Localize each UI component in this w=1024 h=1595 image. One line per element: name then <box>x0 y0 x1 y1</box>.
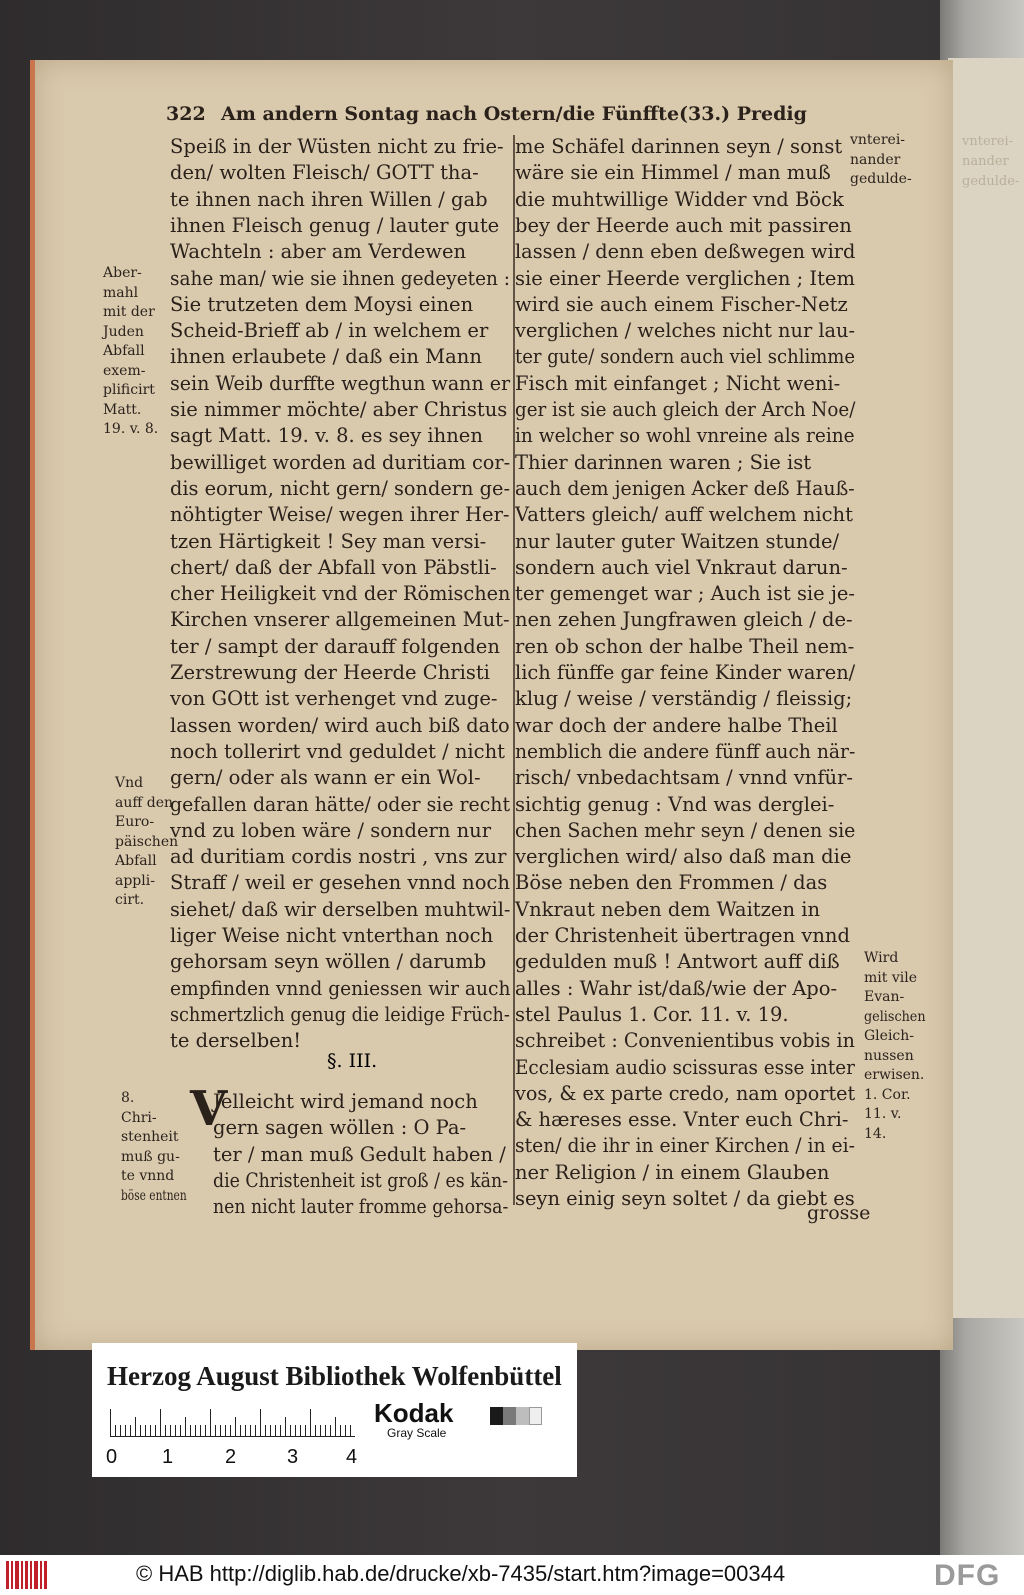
text-line: sie einer Heerde verglichen ; Item <box>515 266 855 290</box>
catchword: grosse <box>807 1202 871 1224</box>
margin-line: päischen <box>115 833 179 850</box>
bleed-through-text: gedulde- <box>962 174 1020 189</box>
next-page-edge <box>948 58 1024 1318</box>
margin-line: plificirt <box>103 382 155 398</box>
text-line: schmertzlich genug die leidige Früch- <box>170 1002 510 1026</box>
text-line: liger Weise nicht vnterthan noch <box>170 924 494 947</box>
text-line: der Christenheit übertragen vnnd <box>515 924 850 947</box>
text-line: stel Paulus 1. Cor. 11. v. 19. <box>515 1002 789 1026</box>
margin-line: Abfall <box>103 343 145 359</box>
measurement-ruler <box>110 1405 365 1437</box>
margin-line: muß gu- <box>121 1148 180 1165</box>
text-line: Vnkraut neben dem Waitzen in <box>515 897 821 921</box>
text-line: lassen worden/ wird auch biß dato <box>170 713 510 737</box>
text-line: Kirchen vnserer allgemeinen Mut- <box>170 608 510 632</box>
text-line: ger ist sie auch gleich der Arch Noe/ <box>515 398 856 421</box>
text-line: gehorsam seyn wöllen / darumb <box>170 950 487 974</box>
margin-line: mit der <box>103 304 155 320</box>
text-line: Wachteln : aber am Verdewen <box>170 240 467 264</box>
text-line: war doch der andere halbe Theil <box>515 713 838 737</box>
text-line: te ihnen nach ihren Willen / gab <box>170 187 488 211</box>
text-line: verglichen / welches nicht nur lau- <box>515 319 856 343</box>
margin-line: Juden <box>103 323 144 340</box>
text-line: nur lauter guter Waitzen stunde/ <box>515 529 840 553</box>
text-line: ihnen Fleisch genug / lauter gute <box>170 213 500 237</box>
text-line: dis eorum, nicht gern/ sondern ge- <box>170 476 510 500</box>
text-line: schreibet : Convenientibus vobis in <box>515 1029 855 1053</box>
text-line: sagt Matt. 19. v. 8. es sey ihnen <box>170 424 483 448</box>
text-line: von GOtt ist verhenget vnd zuge- <box>170 687 498 711</box>
text-line: noch tollerirt vnd geduldet / nicht <box>170 739 505 763</box>
gray-swatch-black <box>490 1407 503 1425</box>
barcode-icon <box>6 1561 48 1589</box>
margin-line: 1. Cor. <box>864 1086 911 1103</box>
ruler-number: 1 <box>162 1446 174 1468</box>
text-line: Thier darinnen waren ; Sie ist <box>515 450 812 474</box>
text-line: verglichen wird/ also daß man die <box>515 845 852 869</box>
text-line: nen zehen Jungfrawen gleich / de- <box>515 608 853 632</box>
text-line: chen Sachen mehr seyn / denen sie <box>515 818 856 842</box>
text-line: Zerstrewung der Heerde Christi <box>170 661 490 684</box>
text-line: Jelleicht wird jemand noch <box>213 1090 478 1113</box>
text-line: ad duritiam cordis nostri , vns zur <box>170 845 507 869</box>
text-line: empfinden vnnd geniessen wir auch <box>170 976 511 1000</box>
text-line: Ecclesiam audio scissuras esse inter <box>515 1055 855 1079</box>
text-line: nen nicht lauter fromme gehorsa- <box>213 1195 509 1219</box>
ruler-number: 2 <box>225 1446 237 1468</box>
page-number: 322 <box>166 103 206 125</box>
bleed-through-text: nander <box>962 154 1009 169</box>
text-line: cher Heiligkeit vnd der Römischen <box>170 582 511 606</box>
margin-line: Gleich- <box>864 1028 915 1044</box>
margin-line: Aber- <box>103 265 142 281</box>
gray-swatch-white <box>529 1407 542 1425</box>
text-line: die muhtwillige Widder vnd Böck <box>515 187 844 211</box>
text-line: Sie trutzeten dem Moysi einen <box>170 292 474 316</box>
text-line: sondern auch viel Vnkraut darun- <box>515 555 848 579</box>
text-line: wird sie auch einem Fischer-Netz <box>515 292 848 316</box>
margin-line: appli- <box>115 872 155 889</box>
margin-line: böse entnen <box>121 1187 187 1204</box>
margin-line: auff den <box>115 794 174 811</box>
text-line: sein Weib durffte wegthun wann er <box>170 371 511 395</box>
section-mark: §. III. <box>327 1050 378 1072</box>
text-line: Straff / weil er gesehen vnnd noch <box>170 871 510 895</box>
running-title: Am andern Sontag nach Ostern/die Fünffte(33.) Predig <box>221 103 807 125</box>
text-line: te derselben! <box>170 1029 302 1053</box>
text-line: vnd zu loben wäre / sondern nur <box>170 818 492 842</box>
text-line: klug / weise / verständig / fleissig; <box>515 687 853 711</box>
margin-line: 8. <box>121 1090 135 1106</box>
margin-line: gedulde- <box>850 171 912 187</box>
text-line: me Schäfel darinnen seyn / sonst <box>515 135 843 158</box>
margin-line: cirt. <box>115 892 145 908</box>
text-line: chert/ daß der Abfall von Päbstli- <box>170 555 497 579</box>
ruler-number: 0 <box>106 1446 118 1468</box>
margin-line: Wird <box>864 950 899 966</box>
margin-line: Vnd <box>115 775 144 791</box>
text-line: Speiß in der Wüsten nicht zu frie- <box>170 135 504 158</box>
text-line: seyn einig seyn soltet / da giebt es <box>515 1187 855 1210</box>
margin-line: nussen <box>864 1047 914 1064</box>
margin-line: 14. <box>864 1125 887 1142</box>
text-line: ihnen erlaubete / daß ein Mann <box>170 345 482 369</box>
text-line: Fisch mit einfanget ; Nicht weni- <box>515 371 841 395</box>
margin-line: vnterei- <box>850 132 906 148</box>
text-line: sten/ die ihr in einer Kirchen / in ei- <box>515 1134 855 1158</box>
text-line: in welcher so wohl vnreine als reine <box>515 424 855 448</box>
institution-name: Herzog August Bibliothek Wolfenbüttel <box>107 1361 562 1391</box>
text-line: siehet/ daß wir derselben muhtwil- <box>170 897 511 921</box>
margin-line: erwisen. <box>864 1067 925 1083</box>
text-line: tzen Härtigkeit ! Sey man versi- <box>170 529 487 553</box>
text-line: nemblich die andere fünff auch när- <box>515 739 856 763</box>
text-line: ter / sampt der darauff folgenden <box>170 634 500 658</box>
margin-line: Chri- <box>121 1109 157 1126</box>
margin-line: stenheit <box>121 1129 179 1145</box>
kodak-logo: Kodak <box>374 1398 454 1428</box>
text-line: vos, & ex parte credo, nam oportet <box>515 1081 856 1105</box>
gray-scale-label: Gray Scale <box>387 1426 447 1440</box>
text-line: lassen / denn eben deßwegen wird <box>515 240 856 264</box>
text-line: ter / man muß Gedult haben / <box>213 1142 506 1166</box>
document-page <box>30 60 953 1350</box>
margin-line: 19. v. 8. <box>103 421 159 437</box>
margin-line: gelischen <box>864 1008 926 1025</box>
margin-line: mahl <box>103 284 139 301</box>
margin-line: nander <box>850 151 901 168</box>
citation-link[interactable]: © HAB http://diglib.hab.de/drucke/xb-7435/start.htm?image=00344 <box>136 1561 786 1586</box>
text-line: die Christenheit ist groß / es kän- <box>213 1168 508 1192</box>
margin-line: Matt. <box>103 401 142 418</box>
text-line: sahe man/ wie sie ihnen gedeyeten : <box>170 266 510 290</box>
footer-bar <box>0 1555 1024 1595</box>
text-line: risch/ vnbedachtsam / vnnd vnfür- <box>515 766 854 790</box>
margin-line: mit vile <box>864 969 917 986</box>
margin-line: exem- <box>103 362 146 379</box>
text-line: Scheid-Brieff ab / in welchem er <box>170 319 489 343</box>
text-line: sie nimmer möchte/ aber Christus <box>170 398 508 421</box>
text-line: ter gute/ sondern auch viel schlimme <box>515 345 856 369</box>
text-line: auch dem jenigen Acker deß Hauß- <box>515 476 855 500</box>
text-line: gedulden muß ! Antwort auff diß <box>515 950 840 974</box>
ruler-number: 4 <box>346 1446 358 1468</box>
text-line: & hæreses esse. Vnter euch Chri- <box>515 1108 849 1132</box>
library-label-card <box>92 1343 577 1477</box>
margin-line: te vnnd <box>121 1168 175 1184</box>
ruler-number: 3 <box>287 1446 299 1468</box>
margin-line: Euro- <box>115 814 155 830</box>
dfg-logo: DFG <box>934 1559 1001 1592</box>
margin-line: Evan- <box>864 989 905 1005</box>
text-line: gefallen daran hätte/ oder sie recht <box>170 792 511 816</box>
drop-cap: V <box>190 1081 228 1137</box>
text-line: ner Religion / in einem Glauben <box>515 1160 830 1184</box>
gray-swatch-mid <box>503 1407 516 1425</box>
text-line: bewilliget worden ad duritiam cor- <box>170 450 511 474</box>
bleed-through-text: vnterei- <box>962 134 1014 149</box>
text-line: gern/ oder als wann er ein Wol- <box>170 766 481 790</box>
text-line: Vatters gleich/ auff welchem nicht <box>515 503 853 527</box>
text-line: den/ wolten Fleisch/ GOTT tha- <box>170 161 479 185</box>
text-line: sichtig genug : Vnd was derglei- <box>515 792 835 816</box>
text-line: Böse neben den Frommen / das <box>515 871 828 895</box>
text-line: alles : Wahr ist/daß/wie der Apo- <box>515 976 838 1000</box>
text-line: ter gemenget war ; Auch ist sie je- <box>515 582 855 606</box>
text-line: wäre sie ein Himmel / man muß <box>515 161 831 185</box>
text-line: lich fünffe gar feine Kinder waren/ <box>515 661 856 684</box>
text-line: gern sagen wöllen : O Pa- <box>213 1116 467 1140</box>
text-line: bey der Heerde auch mit passiren <box>515 213 852 237</box>
text-line: nöhtigter Weise/ wegen ihrer Her- <box>170 503 510 527</box>
margin-line: Abfall <box>115 853 157 869</box>
text-line: ren ob schon der halbe Theil nem- <box>515 634 855 658</box>
gray-swatch-light <box>516 1407 529 1425</box>
margin-line: 11. v. <box>864 1106 902 1122</box>
